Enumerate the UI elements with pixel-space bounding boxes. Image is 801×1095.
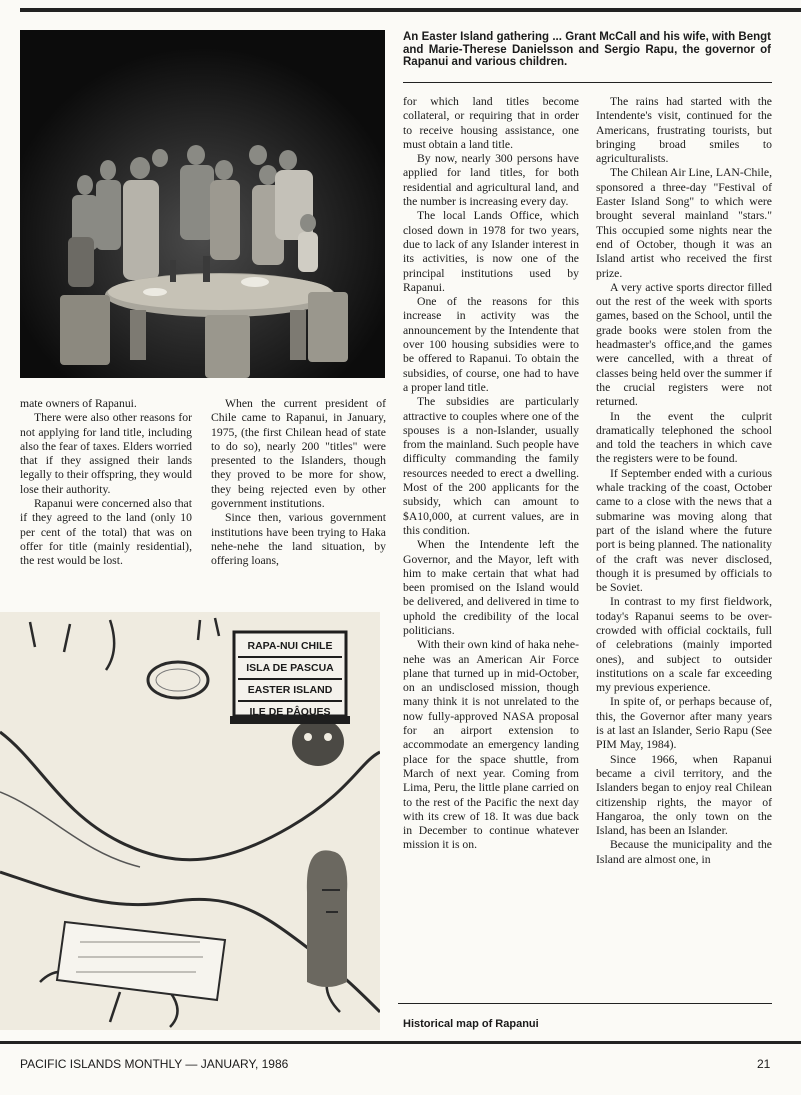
paragraph: With their own kind of haka nehe-nehe was an American Air Force plane that turned up in mid-October, on an undisclosed mission, though many think it is not unrelated to the now fully-approved NASA proposal for an airport extension to accommodate an emergency landing place for the space shuttle, from March of next year. Coming from Lima, Peru, the little plane carried on to the rest of the Pacific the next day with its crew of 18. It was due back in December to continue whatever mission it is on. [403, 638, 579, 852]
paragraph: Because the municipality and the Island are almost one, in [596, 838, 772, 866]
page-number: 21 [757, 1057, 771, 1071]
article-column-4 [596, 95, 772, 867]
map-caption-rule [398, 1003, 772, 1004]
sign-line: ISLA DE PASCUA [238, 658, 342, 680]
photo-caption: An Easter Island gathering ... Grant McCall and his wife, with Bengt and Marie-Therese Danielsson and Sergio Rapu, the governor of Rapanui and various children. [403, 31, 771, 68]
paragraph: If September ended with a curious whale tracking of the coast, October came to a close with the news that a submarine was moving along that part of the island where the future port is being planned. The nationality of the craft was never disclosed, though it is presumed by officials to be Soviet. [596, 466, 772, 595]
top-rule [20, 8, 801, 12]
map-sign [238, 636, 342, 722]
article-column-3 [403, 95, 579, 853]
paragraph: mate owners of Rapanui. [20, 397, 137, 410]
paragraph: One of the reasons for this increase in activity was the announcement by the Intendente that over 100 housing subsidies were to be offered to Rapanui. To obtain the subsidies, of course, one had to have a proper land title. [403, 295, 579, 394]
article-column-2 [211, 397, 386, 569]
paragraph: In spite of, or perhaps because of, this, the Governor after many years is at last an Islander, Serio Rapu (See PIM May, 1984). [596, 695, 772, 752]
article-column-1 [20, 397, 192, 569]
paragraph: Since 1966, when Rapanui became a civil territory, and the Islanders began to enjoy real Chilean citizenship rights, the mayor of Hangaroa, the only town on the Island, has been an Islander. [596, 752, 772, 838]
paragraph: The rains had started with the Intendente's visit, continued for the Americans, frustrating tourists, but bringing broad smiles to agriculturalists. [596, 95, 772, 166]
publication-footer: PACIFIC ISLANDS MONTHLY — JANUARY, 1986 [20, 1057, 289, 1071]
paragraph: A very active sports director filled out the rest of the week with sports games, based on the School, until the grade books were stolen from the headmaster's office,and the games were cancelled, with a threat of classes being held over the summer if the crucial registers were not returned. [596, 280, 772, 409]
map-caption: Historical map of Rapanui [403, 1018, 539, 1030]
caption-rule [403, 82, 772, 83]
paragraph: for which land titles become collateral, or requiring that in order to receive housing assistance, one must obtain a land title. [403, 95, 579, 151]
paragraph: When the Intendente left the Governor, and the Mayor, left with him to make certain that what had been promised on the Island would be delivered, and delivered in time to uphold the credibility of the local politicians. [403, 538, 579, 637]
paragraph: Since then, various government institutions have been trying to Haka nehe-nehe the land situation, by offering loans, [211, 511, 386, 568]
sign-line: RAPA-NUI CHILE [238, 636, 342, 658]
paragraph: When the current president of Chile came to Rapanui, in January, 1975, (the first Chilean head of state to do so), nearly 200 "titles" were presented to the Islanders, though they proved to be more for show, they being rejected even by other government institutions. [211, 397, 386, 511]
historical-map-image [0, 612, 380, 1030]
paragraph: The subsidies are particularly attractive to couples where one of the spouses is a non-Islander, usually from the mainland. Such people have difficulty commanding the family resources needed to erect a dwelling. Most of the 200 applicants for the subsidy, which can amount to $A10,000, at current values, are in this condition. [403, 395, 579, 537]
sign-line: ILE DE PÂQUES [249, 706, 331, 718]
paragraph: In contrast to my first fieldwork, today's Rapanui seems to be over-crowded with official cocktails, full of celebrations (mainly imported ones), and subject to outsider institutions on a scale far exceeding my previous experience. [596, 595, 772, 695]
paragraph: In the event the culprit dramatically telephoned the school and told the teachers in which cave the registers were to be found. [596, 409, 772, 466]
footer-rule [0, 1041, 801, 1044]
paragraph: Rapanui were concerned also that if they agreed to the land (only 10 per cent of the total) that was on offer for title (mainly residential), the rest would be lost. [20, 497, 192, 568]
paragraph: By now, nearly 300 persons have applied for land titles, for both residential and agricultural land, and the number is increasing every day. [403, 152, 579, 209]
paragraph: There were also other reasons for not applying for land title, including also the fear of taxes. Elders worried that if they assigned their lands legally to their offspring, they would lose their authority. [20, 411, 192, 496]
gathering-photo [20, 30, 385, 378]
paragraph: The local Lands Office, which closed down in 1978 for two years, due to lack of any Islander interest in its activities, is now one of the principal institutions used by Rapanui. [403, 209, 579, 294]
paragraph: The Chilean Air Line, LAN-Chile, sponsored a three-day "Festival of Easter Island Song" to which were brought several mainland "stars." This occupied some nights near the end of October, though it was an Island artist who received the first prize. [596, 166, 772, 280]
sign-line: EASTER ISLAND [238, 680, 342, 702]
